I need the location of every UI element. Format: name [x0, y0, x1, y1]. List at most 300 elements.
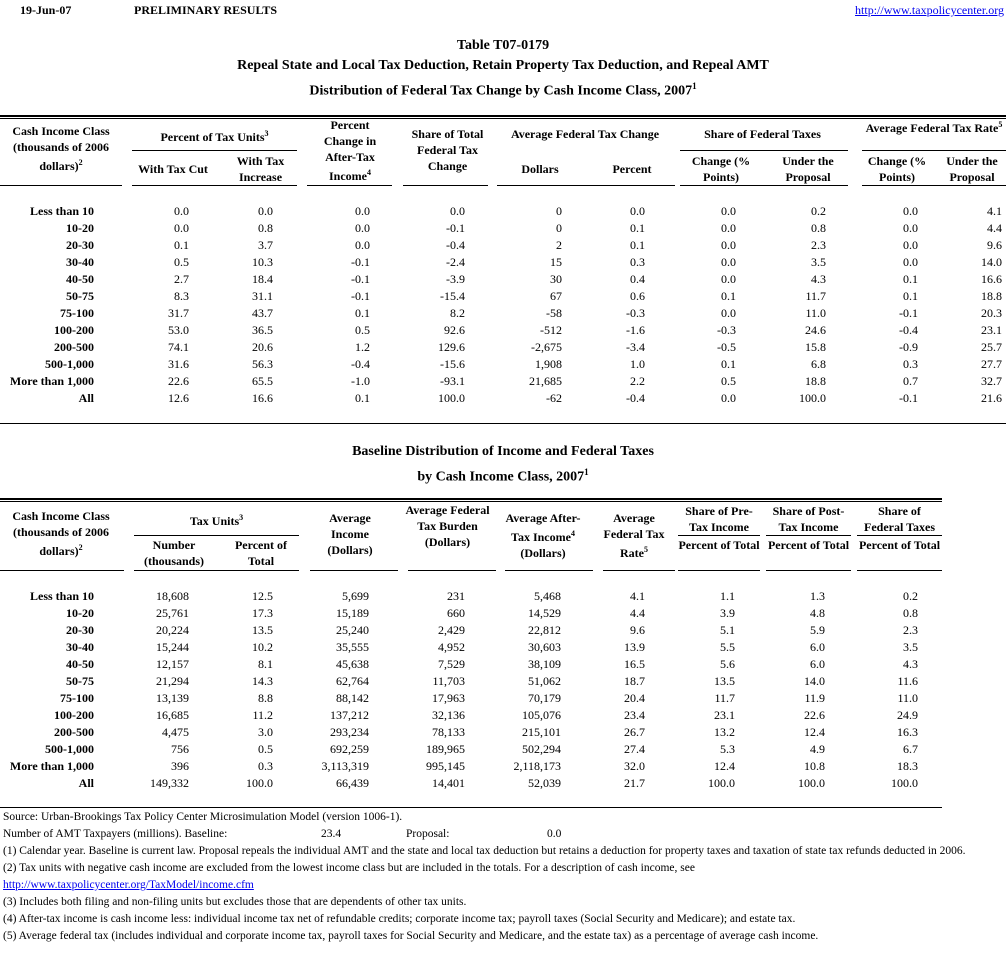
table-cell: -1.6: [626, 323, 645, 337]
table-cell: 0: [556, 221, 562, 235]
table-cell: 18,608: [156, 589, 189, 603]
table-cell: 31.7: [168, 306, 189, 320]
table-cell: 67: [550, 289, 562, 303]
table1-bottom-rule: [0, 423, 1006, 424]
table-cell: -1.0: [351, 374, 370, 388]
t2-subrule: [857, 535, 942, 536]
table-cell: 15: [550, 255, 562, 269]
table-row: [0, 741, 1006, 758]
t1-hrule: [497, 185, 675, 186]
table-cell: 0.1: [355, 306, 370, 320]
table-cell: 100.0: [798, 776, 825, 790]
table-cell: 4.1: [630, 589, 645, 603]
income-class-label: 100-200: [54, 708, 94, 722]
table-cell: 0.2: [903, 589, 918, 603]
table-cell: 0.1: [630, 221, 645, 235]
table-cell: 12,157: [156, 657, 189, 671]
table-cell: 12.4: [714, 759, 735, 773]
amt-label: Number of AMT Taxpayers (millions). Baseline:: [3, 828, 228, 840]
table-caption: Distribution of Federal Tax Change by Cash Income Class, 2007$^1$: [309, 81, 697, 99]
table-cell: 7,529: [438, 657, 465, 671]
income-class-label: 500-1,000: [45, 742, 94, 756]
table-row: [0, 724, 1006, 741]
table-cell: 13.5: [714, 674, 735, 688]
table-row: [0, 203, 1006, 220]
table-cell: 0.1: [721, 357, 736, 371]
table-cell: 16.5: [624, 657, 645, 671]
report-date: 19-Jun-07: [20, 3, 72, 17]
table-cell: 8.3: [174, 289, 189, 303]
table-cell: 293,234: [330, 725, 369, 739]
table-cell: 0.6: [630, 289, 645, 303]
income-class-label: 40-50: [66, 657, 94, 671]
table2-title-line2: by Cash Income Class, 2007$^1$: [417, 467, 589, 485]
table-cell: 0.8: [811, 221, 826, 235]
table-cell: 6.0: [810, 640, 825, 654]
table-cell: -0.4: [899, 323, 918, 337]
table-cell: 10.8: [804, 759, 825, 773]
table-row: [0, 588, 1006, 605]
table-cell: 105,076: [522, 708, 561, 722]
table-cell: 0.1: [721, 289, 736, 303]
table-cell: 756: [171, 742, 189, 756]
table-cell: 0.1: [174, 238, 189, 252]
table-cell: 14.0: [981, 255, 1002, 269]
table-cell: 4.1: [987, 204, 1002, 218]
table-cell: 8.2: [450, 306, 465, 320]
table-cell: 0.3: [903, 357, 918, 371]
table-cell: -0.1: [446, 221, 465, 235]
income-class-label: 50-75: [66, 674, 94, 688]
t1-subrule-rate: [862, 150, 1006, 151]
table-cell: 0.1: [903, 272, 918, 286]
table-cell: 25,240: [336, 623, 369, 637]
table-cell: 0.0: [721, 391, 736, 405]
table-cell: 52,039: [528, 776, 561, 790]
table-cell: 2,118,173: [513, 759, 561, 773]
t1-hrule: [680, 185, 848, 186]
table-cell: 15,244: [156, 640, 189, 654]
table-cell: 16.6: [981, 272, 1002, 286]
table-cell: 32.7: [981, 374, 1002, 388]
top-bar: [0, 3, 1006, 19]
t2-header-tax-units: Tax Units$^3$: [189, 513, 244, 528]
table-cell: 8.1: [258, 657, 273, 671]
table-row: [0, 220, 1006, 237]
table-cell: 0.0: [903, 221, 918, 235]
table-cell: 502,294: [522, 742, 561, 756]
table-cell: 0.0: [450, 204, 465, 218]
table-cell: 11.6: [897, 674, 918, 688]
table-cell: 20.6: [252, 340, 273, 354]
table-cell: 18.3: [897, 759, 918, 773]
table-cell: 14.0: [804, 674, 825, 688]
t1-header-avg-fed-tax-rate: Average Federal Tax Rate$^5$: [865, 120, 1003, 135]
table-cell: 14.3: [252, 674, 273, 688]
table-cell: 3.0: [258, 725, 273, 739]
table-cell: 2: [556, 238, 562, 252]
table-cell: 21.7: [624, 776, 645, 790]
income-class-label: 100-200: [54, 323, 94, 337]
footnote-4: (4) After-tax income is cash income less: individual income tax net of refundable credits; corporate income tax; payroll taxes (Social Security and Medicare); and estate tax.: [3, 913, 796, 925]
table-row: [0, 254, 1006, 271]
table-cell: 65.5: [252, 374, 273, 388]
t2-subrule: [766, 535, 851, 536]
table-cell: -0.1: [899, 306, 918, 320]
t1-header-pct-change-after-tax: Percent Change in After-Tax Income$^4$: [323, 118, 377, 183]
table-cell: 189,965: [426, 742, 465, 756]
table-cell: 3.9: [720, 606, 735, 620]
t1-header-percent: Percent: [612, 162, 652, 176]
table-cell: -0.1: [351, 272, 370, 286]
table-cell: 22,812: [528, 623, 561, 637]
table-cell: 5,468: [534, 589, 561, 603]
table-cell: 0.0: [355, 238, 370, 252]
table-cell: 16.6: [252, 391, 273, 405]
table-cell: 5.6: [720, 657, 735, 671]
table-cell: 16,685: [156, 708, 189, 722]
t1-hrule: [132, 185, 297, 186]
footnote-3: (3) Includes both filing and non-filing units but excludes those that are dependents of other tax units.: [3, 896, 467, 908]
table-cell: 5.3: [720, 742, 735, 756]
table-subtitle: Repeal State and Local Tax Deduction, Retain Property Tax Deduction, and Repeal AMT: [237, 58, 769, 73]
t1-subrule-units: [132, 150, 297, 151]
table-cell: 21,294: [156, 674, 189, 688]
table-cell: 11.0: [897, 691, 918, 705]
t2-hrule: [408, 570, 496, 571]
table-cell: 11.9: [804, 691, 825, 705]
table-cell: 11,703: [432, 674, 465, 688]
t1-header-with-tax-cut: With Tax Cut: [138, 162, 208, 176]
income-class-label: 200-500: [54, 340, 94, 354]
income-class-label: All: [78, 776, 94, 790]
income-class-label: 30-40: [66, 640, 94, 654]
table-cell: 62,764: [336, 674, 369, 688]
t1-header-dollars: Dollars: [521, 162, 559, 176]
table-row: [0, 322, 1006, 339]
taxpolicycenter-link[interactable]: http://www.taxpolicycenter.org: [855, 3, 1004, 17]
table-cell: 2.2: [630, 374, 645, 388]
table-cell: 88,142: [336, 691, 369, 705]
table-cell: -0.5: [717, 340, 736, 354]
table-cell: 8.8: [258, 691, 273, 705]
table-cell: 2.7: [174, 272, 189, 286]
table-cell: 0.3: [630, 255, 645, 269]
table-cell: 24.9: [897, 708, 918, 722]
table1-title: [0, 36, 1006, 102]
table-cell: 74.1: [168, 340, 189, 354]
table-cell: 0.0: [721, 255, 736, 269]
table-cell: -0.1: [351, 255, 370, 269]
table-cell: 20.3: [981, 306, 1002, 320]
table-cell: 27.7: [981, 357, 1002, 371]
table-cell: 1.2: [355, 340, 370, 354]
table-cell: 9.6: [630, 623, 645, 637]
table-cell: 0.5: [721, 374, 736, 388]
t2-hrule: [766, 570, 851, 571]
t1-hrule: [403, 185, 488, 186]
income-class-label: 40-50: [66, 272, 94, 286]
t2-header-avg-income: Average Income (Dollars): [327, 511, 373, 557]
t1-header-share-change-pts: Change (% Points): [691, 154, 751, 184]
table-cell: 12.4: [804, 725, 825, 739]
table-cell: 15,189: [336, 606, 369, 620]
table-cell: 24.6: [805, 323, 826, 337]
table-cell: 43.7: [252, 306, 273, 320]
t2-header-number: Number (thousands): [143, 538, 205, 568]
amt-proposal-value: 0.0: [547, 828, 562, 840]
table-cell: 15.8: [805, 340, 826, 354]
table-cell: -0.4: [351, 357, 370, 371]
table-cell: 4.3: [811, 272, 826, 286]
table-cell: -2,675: [531, 340, 562, 354]
table-cell: 78,133: [432, 725, 465, 739]
table-cell: 660: [447, 606, 465, 620]
income-class-label: 10-20: [66, 606, 94, 620]
table-cell: 18.8: [805, 374, 826, 388]
table-cell: 25.7: [981, 340, 1002, 354]
t2-header-income-class: Cash Income Class (thousands of 2006 dollars)$^2$: [12, 509, 110, 558]
table-cell: 0.0: [258, 204, 273, 218]
table-cell: 3.7: [258, 238, 273, 252]
t1-hrule: [862, 185, 1006, 186]
income-class-label: More than 1,000: [9, 374, 94, 388]
t2-hrule: [0, 570, 124, 571]
table-row: [0, 288, 1006, 305]
table-row: [0, 373, 1006, 390]
t2-hrule: [857, 570, 942, 571]
table-cell: 23.4: [624, 708, 645, 722]
table-cell: 22.6: [804, 708, 825, 722]
table-cell: 11.7: [805, 289, 826, 303]
table-cell: 3,113,319: [321, 759, 369, 773]
source-note: Source: Urban-Brookings Tax Policy Center Microsimulation Model (version 1006-1).: [3, 811, 403, 823]
table-cell: 36.5: [252, 323, 273, 337]
table-cell: -0.4: [626, 391, 645, 405]
table-cell: 0.0: [355, 204, 370, 218]
table1-top-rule: [0, 115, 1006, 119]
footnote-2: (2) Tax units with negative cash income are excluded from the lowest income class but are included in the totals. For a description of cash income, see: [3, 862, 695, 874]
table-cell: 100.0: [708, 776, 735, 790]
table-cell: 21.6: [981, 391, 1002, 405]
table-cell: 30,603: [528, 640, 561, 654]
table-cell: -512: [540, 323, 562, 337]
table-cell: 4.4: [630, 606, 645, 620]
table-cell: 0.0: [174, 204, 189, 218]
t1-hrule: [307, 185, 392, 186]
table2-bottom-rule: [0, 807, 942, 808]
table-row: [0, 656, 1006, 673]
table-row: [0, 605, 1006, 622]
table-cell: 396: [171, 759, 189, 773]
table-cell: -0.1: [351, 289, 370, 303]
income-class-label: Less than 10: [29, 589, 94, 603]
table-cell: 56.3: [252, 357, 273, 371]
table-cell: 4.8: [810, 606, 825, 620]
table-cell: -15.6: [440, 357, 465, 371]
table-row: [0, 690, 1006, 707]
table-cell: -2.4: [446, 255, 465, 269]
table-cell: 215,101: [522, 725, 561, 739]
table-cell: -93.1: [440, 374, 465, 388]
t2-subrule: [678, 535, 760, 536]
table-cell: 5.5: [720, 640, 735, 654]
table-cell: -62: [546, 391, 562, 405]
table-cell: 2.3: [903, 623, 918, 637]
table-cell: 66,439: [336, 776, 369, 790]
income-class-label: All: [78, 391, 94, 405]
income-class-label: 200-500: [54, 725, 94, 739]
table-cell: 18.7: [624, 674, 645, 688]
t2-header-fed-pct: Percent of Total: [858, 538, 941, 552]
table-cell: 4,952: [438, 640, 465, 654]
t1-header-rate-under-proposal: Under the Proposal: [946, 154, 998, 184]
table-cell: 995,145: [426, 759, 465, 773]
table-cell: 0.5: [258, 742, 273, 756]
table-cell: 129.6: [438, 340, 465, 354]
t1-header-with-tax-increase: With Tax Increase: [236, 154, 285, 184]
table-row: [0, 339, 1006, 356]
table-cell: 10.2: [252, 640, 273, 654]
t2-header-pct-of-total: Percent of Total: [234, 538, 288, 568]
t1-header-rate-change-pts: Change (% Points): [867, 154, 927, 184]
t2-header-share-post-tax: Share of Post-Tax Income: [772, 504, 845, 534]
table-cell: 9.6: [987, 238, 1002, 252]
table-cell: 51,062: [528, 674, 561, 688]
table-cell: -0.9: [899, 340, 918, 354]
table-cell: 692,259: [330, 742, 369, 756]
table-cell: 38,109: [528, 657, 561, 671]
table-cell: 13.9: [624, 640, 645, 654]
table-cell: 32.0: [624, 759, 645, 773]
table-cell: 13.2: [714, 725, 735, 739]
table-cell: 35,555: [336, 640, 369, 654]
table-cell: 25,761: [156, 606, 189, 620]
income-class-label: 500-1,000: [45, 357, 94, 371]
table-cell: -0.3: [717, 323, 736, 337]
table-cell: 6.8: [811, 357, 826, 371]
income-class-label: More than 1,000: [9, 759, 94, 773]
table-cell: 23.1: [981, 323, 1002, 337]
t2-header-share-fed-taxes: Share of Federal Taxes: [864, 504, 935, 534]
table-cell: -0.4: [446, 238, 465, 252]
table2-title: [0, 442, 1006, 488]
table-row: [0, 707, 1006, 724]
table-cell: 0.1: [355, 391, 370, 405]
t2-subrule: [134, 535, 299, 536]
t1-header-share-total-change: Share of Total Federal Tax Change: [411, 127, 484, 173]
t2-header-share-pre-tax: Share of Pre-Tax Income: [685, 504, 753, 534]
table-cell: 0.2: [811, 204, 826, 218]
table-cell: 149,332: [150, 776, 189, 790]
table-row: [0, 356, 1006, 373]
table-cell: -58: [546, 306, 562, 320]
table-cell: 14,401: [432, 776, 465, 790]
table-cell: 2,429: [438, 623, 465, 637]
income-class-label: Less than 10: [29, 204, 94, 218]
income-class-label: 10-20: [66, 221, 94, 235]
table-cell: 4.3: [903, 657, 918, 671]
t2-header-pre-pct: Percent of Total: [678, 538, 760, 552]
table-cell: -0.1: [899, 391, 918, 405]
table-cell: 23.1: [714, 708, 735, 722]
table-cell: 0.1: [630, 238, 645, 252]
t2-hrule: [678, 570, 760, 571]
table-cell: 137,212: [330, 708, 369, 722]
table-cell: 45,638: [336, 657, 369, 671]
table-cell: 31.6: [168, 357, 189, 371]
table-cell: 0.7: [903, 374, 918, 388]
table-cell: 20,224: [156, 623, 189, 637]
table2-title-line1: Baseline Distribution of Income and Federal Taxes: [352, 444, 654, 459]
table-cell: 4.9: [810, 742, 825, 756]
t2-header-avg-rate: Average Federal Tax Rate$^5$: [603, 511, 665, 560]
table-cell: -0.3: [626, 306, 645, 320]
income-class-label: 50-75: [66, 289, 94, 303]
table-cell: 20.4: [624, 691, 645, 705]
t1-header-share-under-proposal: Under the Proposal: [782, 154, 834, 184]
income-class-label: 20-30: [66, 238, 94, 252]
table-cell: 0: [556, 204, 562, 218]
income-class-label: 75-100: [60, 306, 94, 320]
t1-header-share-fed-taxes: Share of Federal Taxes: [704, 127, 821, 141]
table-cell: 100.0: [799, 391, 826, 405]
table-cell: 22.6: [168, 374, 189, 388]
footnotes: [3, 809, 1003, 945]
table-cell: 0.0: [721, 238, 736, 252]
t1-subrule-share: [680, 150, 848, 151]
table-cell: 0.0: [721, 272, 736, 286]
table-cell: 0.0: [903, 204, 918, 218]
amt-proposal-label: Proposal:: [406, 828, 450, 840]
table-cell: 5.1: [720, 623, 735, 637]
table-cell: 2.3: [811, 238, 826, 252]
table-cell: 11.2: [252, 708, 273, 722]
cash-income-link[interactable]: http://www.taxpolicycenter.org/TaxModel/income.cfm: [3, 879, 254, 891]
table-cell: 6.7: [903, 742, 918, 756]
table-cell: 5,699: [342, 589, 369, 603]
table-row: [0, 622, 1006, 639]
table-cell: 1.0: [630, 357, 645, 371]
table-row: [0, 271, 1006, 288]
table-cell: 70,179: [528, 691, 561, 705]
t2-header-avg-after-tax: Average After-Tax Income$^4$ (Dollars): [505, 511, 581, 560]
table-cell: 16.3: [897, 725, 918, 739]
table-cell: 14,529: [528, 606, 561, 620]
t1-hrule: [0, 185, 122, 186]
table-cell: 0.3: [258, 759, 273, 773]
table-cell: 0.0: [355, 221, 370, 235]
table-cell: 1.1: [720, 589, 735, 603]
t2-hrule: [134, 570, 299, 571]
amt-baseline-value: 23.4: [321, 828, 342, 840]
table-cell: 1,908: [535, 357, 562, 371]
table-cell: 0.5: [355, 323, 370, 337]
table-cell: -15.4: [440, 289, 465, 303]
table-cell: 26.7: [624, 725, 645, 739]
table-row: [0, 305, 1006, 322]
footnote-1: (1) Calendar year. Baseline is current law. Proposal repeals the individual AMT and the state and local tax deduction but retains a deduction for property taxes and taxation of state tax refunds deducted in 2006.: [3, 845, 966, 857]
table-cell: 0.1: [903, 289, 918, 303]
table-cell: 4,475: [162, 725, 189, 739]
table-cell: 0.0: [721, 306, 736, 320]
table-cell: 0.0: [630, 204, 645, 218]
table-cell: 18.8: [981, 289, 1002, 303]
t1-header-pct-tax-units: Percent of Tax Units$^3$: [160, 129, 269, 144]
table-cell: 21,685: [529, 374, 562, 388]
t1-header-income-class: Cash Income Class (thousands of 2006 dollars)$^2$: [12, 124, 110, 173]
table-cell: 5.9: [810, 623, 825, 637]
